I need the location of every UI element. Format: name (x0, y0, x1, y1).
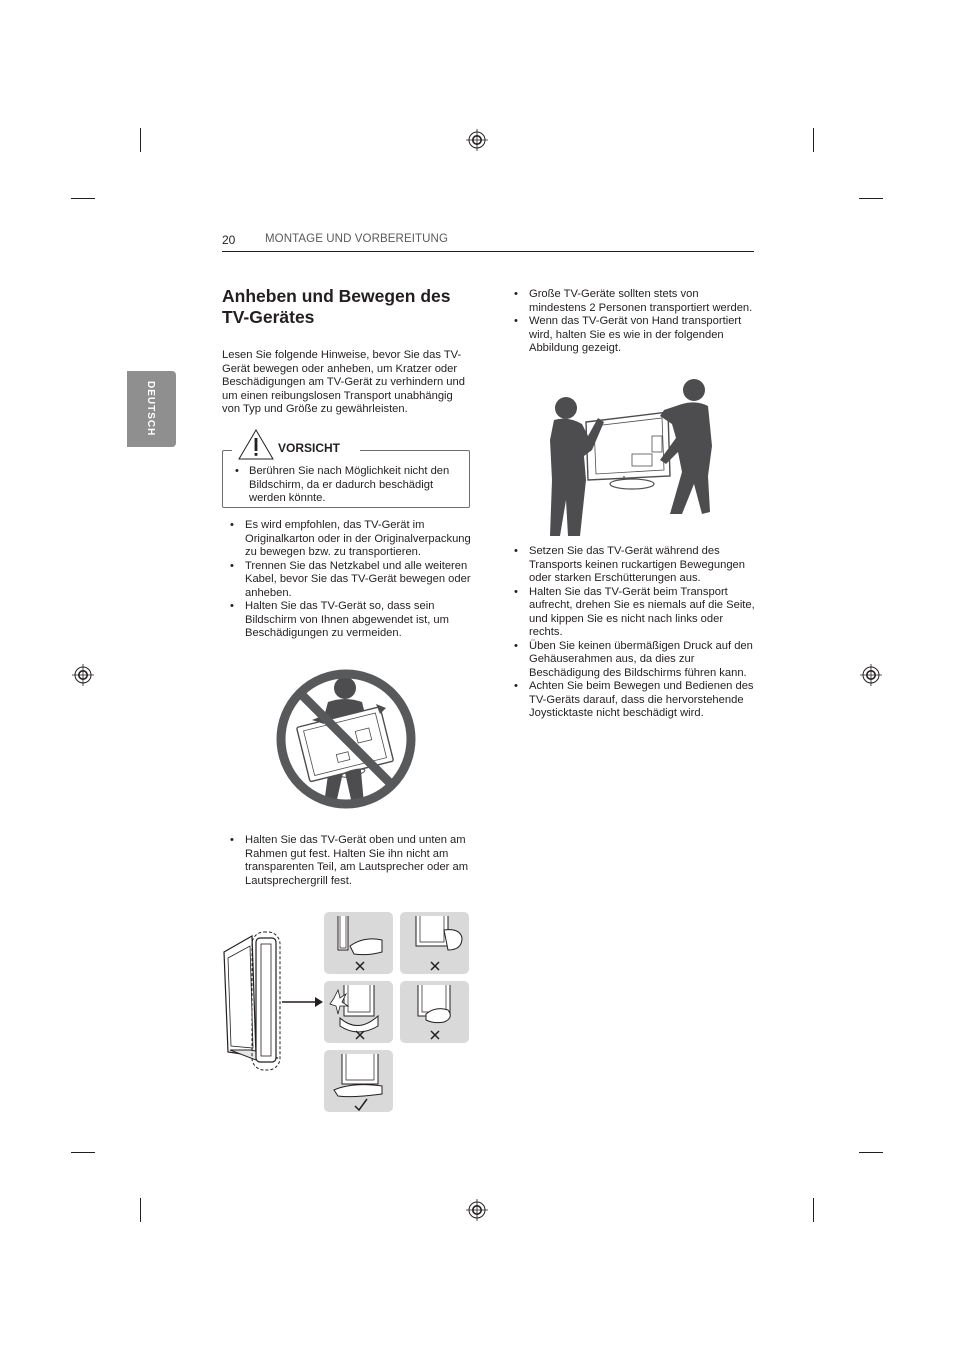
handling-bullet-list (222, 519, 472, 641)
caution-title: VORSICHT (278, 441, 341, 455)
registration-mark-icon (72, 664, 94, 686)
grip-positions-illustration (222, 910, 472, 1116)
grip-panel-correct (324, 1050, 393, 1112)
crop-mark (71, 198, 95, 199)
list-item: • Es wird empfohlen, das TV-Gerät im Originalkarton oder in der Originalverpackung zu bewegen bzw. zu transportieren. (222, 519, 472, 560)
list-item: • Große TV-Geräte sollten stets von mindestens 2 Personen transportiert werden. (506, 288, 758, 315)
page-number: 20 (222, 233, 236, 247)
grip-bullet-list (222, 834, 472, 888)
crop-mark (859, 198, 883, 199)
list-item: • Halten Sie das TV-Gerät beim Transport aufrecht, drehen Sie es niemals auf die Seite, und kippen Sie es nicht nach links oder rechts. (506, 586, 758, 640)
grip-panel-wrong-4 (400, 981, 469, 1043)
language-tab (127, 371, 176, 447)
crop-mark (813, 1198, 814, 1222)
crop-mark (859, 1152, 883, 1153)
warning-triangle-icon (236, 428, 276, 462)
two-person-carry-illustration (548, 376, 718, 538)
arrow-right-icon (282, 997, 323, 1007)
intro-paragraph: Lesen Sie folgende Hinweise, bevor Sie das TV-Gerät bewegen oder anheben, um Kratzer oder Beschädigungen am TV-Gerät zu verhindern und um einen reibungslosen Transport unabhängig von Typ und Größe zu gewährleisten. (222, 349, 465, 415)
crop-mark (140, 1198, 141, 1222)
crop-mark (71, 1152, 95, 1153)
crop-mark (813, 128, 814, 152)
header-divider (222, 251, 754, 252)
registration-mark-icon (860, 664, 882, 686)
list-item: • Wenn das TV-Gerät von Hand transportiert wird, halten Sie es wie in der folgenden Abbildung gezeigt. (506, 315, 758, 356)
crop-mark (140, 128, 141, 152)
list-item: • Üben Sie keinen übermäßigen Druck auf den Gehäuserahmen aus, da dies zur Beschädigung des Bildschirms führen kann. (506, 640, 758, 681)
transport-safety-list (506, 545, 758, 721)
caution-list (222, 465, 466, 506)
transport-bullet-list (506, 288, 758, 356)
list-item: • Achten Sie beim Bewegen und Bedienen des TV-Geräts darauf, dass die hervorstehende Joysticktaste nicht beschädigt wird. (506, 680, 758, 721)
tv-side-view (224, 932, 280, 1070)
grip-panel-wrong-3 (324, 981, 393, 1043)
registration-mark-icon (466, 1199, 488, 1221)
section-title: Anheben und Bewegen des TV-Gerätes (222, 286, 451, 327)
list-item: • Halten Sie das TV-Gerät oben und unten am Rahmen gut fest. Halten Sie ihn nicht am transparenten Teil, am Lautsprecher oder am Lautsprechergrill fest. (222, 834, 472, 888)
registration-mark-icon (466, 129, 488, 151)
caution-header (232, 428, 360, 464)
list-item: • Setzen Sie das TV-Gerät während des Transports keinen ruckartigen Bewegungen oder starken Erschütterungen aus. (506, 545, 758, 586)
prohibited-carry-illustration (272, 664, 420, 814)
language-tab-label: DEUTSCH (145, 381, 156, 437)
caution-item: • Berühren Sie nach Möglichkeit nicht den Bildschirm, da er dadurch beschädigt werden könnte. (222, 465, 466, 506)
grip-panel-wrong-1 (324, 912, 393, 974)
list-item: • Halten Sie das TV-Gerät so, dass sein Bildschirm von Ihnen abgewendet ist, um Beschädigungen zu vermeiden. (222, 600, 472, 641)
list-item: • Trennen Sie das Netzkabel und alle weiteren Kabel, bevor Sie das TV-Gerät bewegen oder anheben. (222, 560, 472, 601)
grip-panel-wrong-2 (400, 912, 469, 974)
chapter-title: MONTAGE UND VORBEREITUNG (265, 233, 449, 245)
